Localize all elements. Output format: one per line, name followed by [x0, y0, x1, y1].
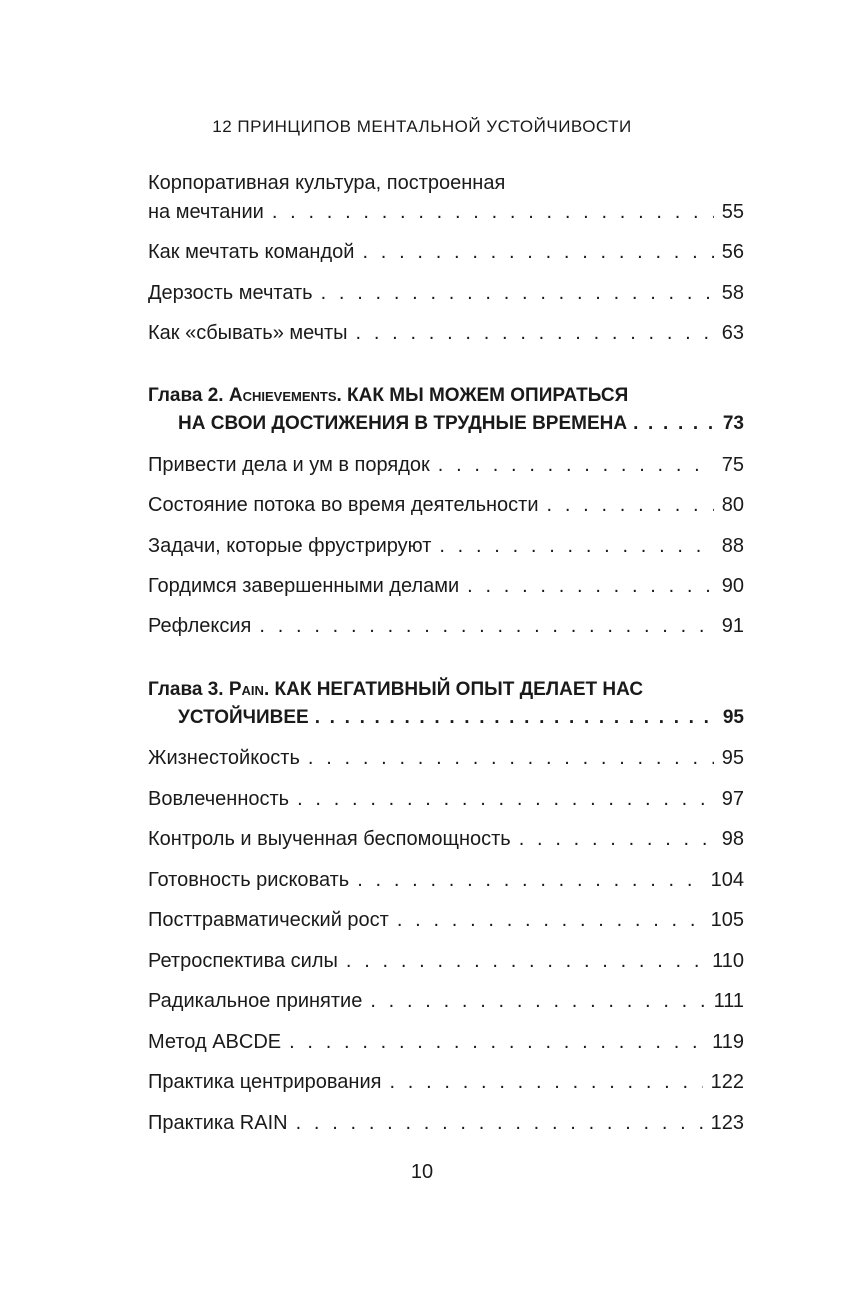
- toc-page: 119: [712, 1031, 744, 1053]
- leader-dots: [356, 321, 714, 345]
- toc-title: Как мечтать командой: [148, 241, 355, 263]
- toc-entry: [148, 574, 744, 598]
- leader-dots: [467, 574, 714, 598]
- toc-page: 56: [721, 241, 744, 263]
- toc-page: 91: [721, 615, 744, 637]
- leader-dots: [346, 949, 704, 973]
- toc-page: 58: [721, 282, 744, 304]
- toc-entry-line1: Корпоративная культура, построенная: [148, 172, 506, 194]
- leader-dots: [438, 453, 714, 477]
- toc-page: 105: [710, 909, 744, 931]
- toc-page: 123: [710, 1112, 744, 1134]
- leader-dots: [439, 534, 713, 558]
- toc-entry: [148, 949, 744, 973]
- toc-page: 122: [710, 1071, 744, 1093]
- toc-entry: [148, 534, 744, 558]
- leader-dots: [321, 281, 714, 305]
- toc-entry: [148, 1030, 744, 1054]
- toc-entry: [148, 321, 744, 345]
- toc-page: 98: [721, 828, 744, 850]
- toc-entry: [148, 1111, 744, 1135]
- leader-dots: [397, 908, 703, 932]
- toc-page: 97: [721, 788, 744, 810]
- toc-title: Как «сбывать» мечты: [148, 322, 348, 344]
- chapter-title-line2: НА СВОИ ДОСТИЖЕНИЯ В ТРУДНЫЕ ВРЕМЕНА: [178, 413, 628, 434]
- toc-title: Гордимся завершенными делами: [148, 575, 460, 597]
- leader-dots: [370, 989, 705, 1013]
- toc-page: 95: [721, 747, 744, 769]
- toc-page: 110: [712, 950, 744, 972]
- leader-dots: [357, 868, 702, 892]
- toc-entry: [148, 240, 744, 264]
- leader-dots: [315, 706, 717, 730]
- page-number: 10: [410, 1161, 434, 1183]
- toc-title: Посттравматический рост: [148, 909, 389, 931]
- toc-page: 111: [713, 990, 744, 1012]
- toc-title: Жизнестойкость: [148, 747, 300, 769]
- toc-page: 63: [721, 322, 744, 344]
- chapter-page: 95: [722, 707, 744, 728]
- toc-title: на мечтании: [148, 201, 264, 223]
- toc-title: Рефлексия: [148, 615, 252, 637]
- leader-dots: [297, 787, 714, 811]
- chapter-title-line1: . КАК НЕГАТИВНЫЙ ОПЫТ ДЕЛАЕТ НАС: [263, 679, 644, 700]
- leader-dots: [259, 614, 713, 638]
- chapter-prefix: Глава 3.: [148, 679, 229, 700]
- toc-title: Задачи, которые фрустрируют: [148, 535, 432, 557]
- leader-dots: [633, 412, 717, 436]
- chapter-keyword: Achievements: [228, 385, 337, 406]
- toc-title: Метод ABCDE: [148, 1031, 282, 1053]
- toc-entry: [148, 200, 744, 224]
- toc-page: 104: [710, 869, 744, 891]
- toc-entry: [148, 827, 744, 851]
- toc-title: Радикальное принятие: [148, 990, 363, 1012]
- toc-title: Практика центрирования: [148, 1071, 382, 1093]
- leader-dots: [389, 1070, 702, 1094]
- toc-entry: [148, 281, 744, 305]
- toc-title: Контроль и выученная беспомощность: [148, 828, 511, 850]
- toc-page: 80: [721, 494, 744, 516]
- toc-title: Привести дела и ум в порядок: [148, 454, 430, 476]
- toc-entry: [148, 787, 744, 811]
- chapter-title-line1: . КАК МЫ МОЖЕМ ОПИРАТЬСЯ: [336, 385, 629, 406]
- toc-title: Ретроспектива силы: [148, 950, 338, 972]
- chapter-prefix: Глава 2.: [148, 385, 229, 406]
- chapter-title-line2: УСТОЙЧИВЕЕ: [178, 707, 309, 728]
- toc-title: Вовлеченность: [148, 788, 290, 810]
- toc-title: Практика RAIN: [148, 1112, 288, 1134]
- leader-dots: [272, 200, 714, 224]
- leader-dots: [296, 1111, 703, 1135]
- toc-page: 75: [721, 454, 744, 476]
- leader-dots: [362, 240, 713, 264]
- leader-dots: [289, 1030, 704, 1054]
- chapter-heading: [148, 678, 643, 702]
- leader-dots: [308, 746, 714, 770]
- toc-entry: [148, 1070, 744, 1094]
- toc-entry: [148, 868, 744, 892]
- chapter-heading: [148, 384, 628, 408]
- chapter-heading-line2: [178, 706, 744, 730]
- chapter-heading-line2: [178, 412, 744, 436]
- toc-entry: [148, 493, 744, 517]
- toc-entry: [148, 453, 744, 477]
- toc-entry: [148, 908, 744, 932]
- toc-title: Дерзость мечтать: [148, 282, 313, 304]
- toc-page: 90: [721, 575, 744, 597]
- chapter-page: 73: [722, 413, 744, 434]
- toc-page: 55: [721, 201, 744, 223]
- toc-title: Состояние потока во время деятельности: [148, 494, 539, 516]
- toc-entry: [148, 614, 744, 638]
- toc-entry: [148, 989, 744, 1013]
- chapter-keyword: Pain: [228, 679, 264, 700]
- leader-dots: [519, 827, 714, 851]
- running-header: 12 ПРИНЦИПОВ МЕНТАЛЬНОЙ УСТОЙЧИВОСТИ: [212, 117, 632, 136]
- leader-dots: [547, 493, 714, 517]
- toc-title: Готовность рисковать: [148, 869, 350, 891]
- toc-entry: [148, 746, 744, 770]
- toc-page: 88: [721, 535, 744, 557]
